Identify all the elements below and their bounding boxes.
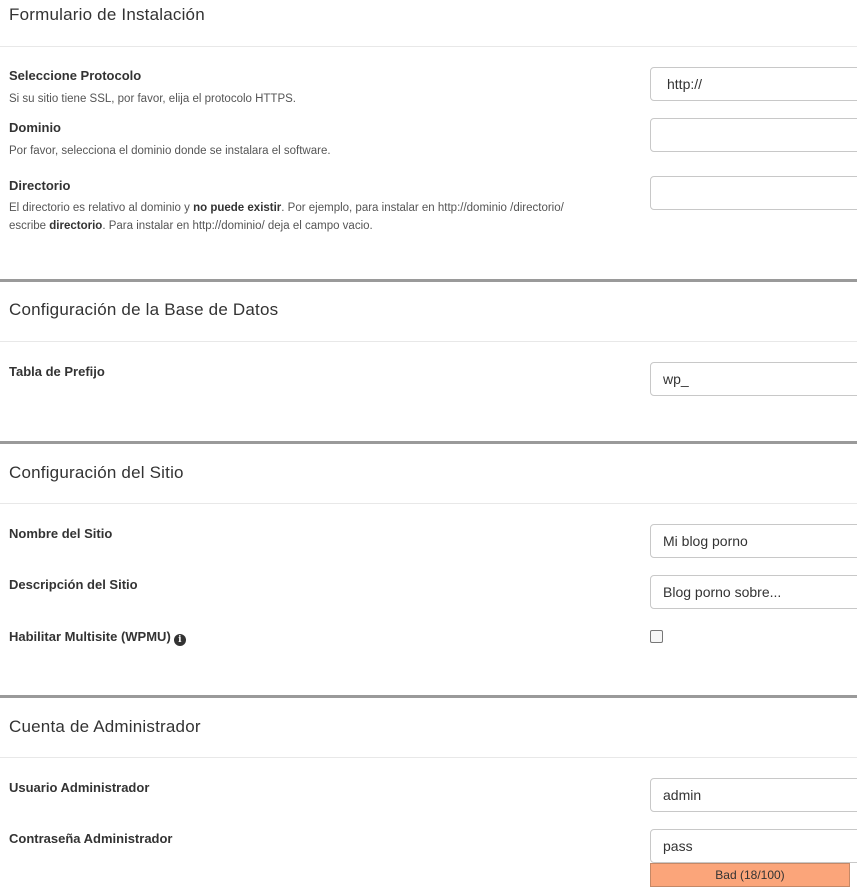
site-title-divider — [0, 503, 857, 504]
multisite-checkbox[interactable] — [650, 630, 663, 643]
info-icon[interactable]: i — [174, 634, 186, 646]
multisite-label: Habilitar Multisite (WPMU) i — [9, 629, 186, 646]
directory-help: El directorio es relativo al dominio y no puede existir. Por ejemplo, para instalar en http://dominio /directorio/ escribe directorio. Para instalar en http://dominio/ deja el campo vacio. — [9, 202, 564, 232]
directory-input[interactable] — [650, 176, 857, 210]
domain-input[interactable] — [650, 118, 857, 152]
site-description-input[interactable] — [650, 575, 857, 609]
protocol-label: Seleccione Protocolo — [9, 68, 142, 83]
password-strength-meter: Bad (18/100) — [650, 863, 850, 887]
domain-label: Dominio — [9, 120, 61, 135]
protocol-help: Si su sitio tiene SSL, por favor, elija el protocolo HTTPS. — [9, 93, 296, 105]
table-prefix-input[interactable] — [650, 362, 857, 396]
admin-password-input[interactable] — [650, 829, 857, 863]
admin-username-label: Usuario Administrador — [9, 780, 150, 795]
install-section-divider — [0, 279, 857, 282]
admin-section-title: Cuenta de Administrador — [9, 717, 201, 736]
table-prefix-label: Tabla de Prefijo — [9, 364, 105, 379]
database-section-divider — [0, 441, 857, 444]
admin-password-label: Contraseña Administrador — [9, 831, 173, 846]
admin-title-divider — [0, 757, 857, 758]
site-section-title: Configuración del Sitio — [9, 463, 184, 482]
domain-help: Por favor, selecciona el dominio donde se instalara el software. — [9, 145, 331, 157]
install-section-title: Formulario de Instalación — [9, 5, 205, 24]
site-name-input[interactable] — [650, 524, 857, 558]
site-description-label: Descripción del Sitio — [9, 577, 138, 592]
site-section-divider — [0, 695, 857, 698]
admin-username-input[interactable] — [650, 778, 857, 812]
install-title-divider — [0, 46, 857, 47]
database-section-title: Configuración de la Base de Datos — [9, 300, 279, 319]
database-title-divider — [0, 341, 857, 342]
site-name-label: Nombre del Sitio — [9, 526, 113, 541]
directory-label: Directorio — [9, 178, 71, 193]
protocol-select[interactable]: http:// — [650, 67, 857, 101]
